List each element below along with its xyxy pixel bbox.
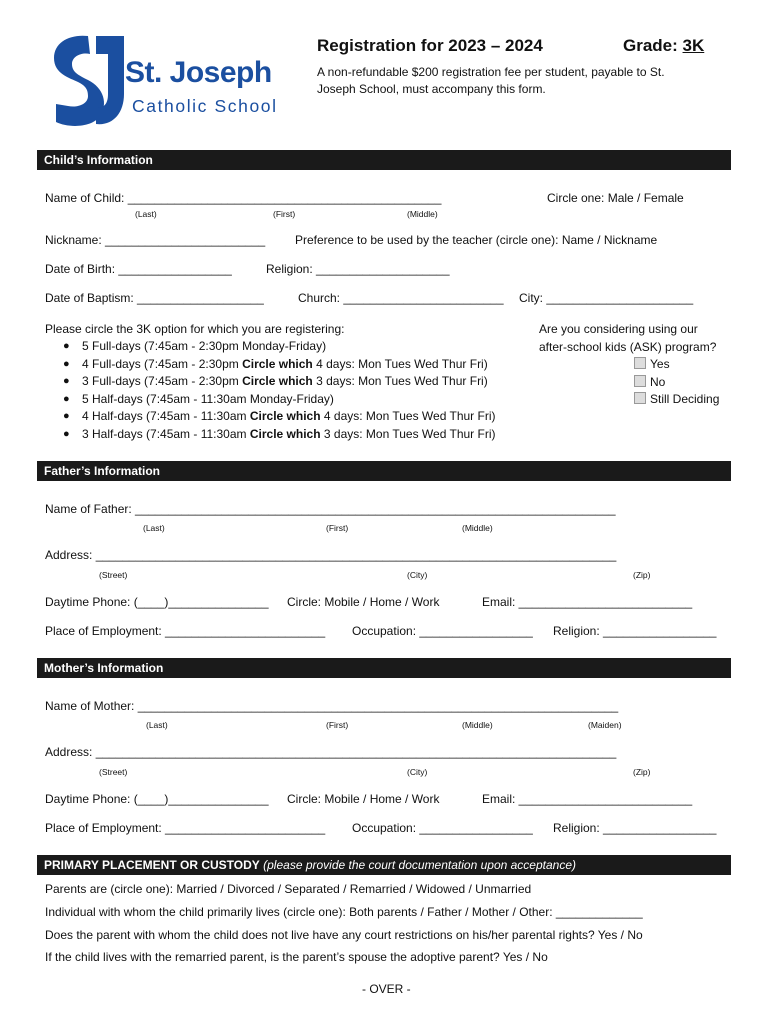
mother-section-header: Mother’s Information [37,658,731,678]
mother-occupation-field[interactable]: Occupation: _________________ [352,821,533,835]
bullet-icon: ● [63,340,70,352]
bullet-icon: ● [63,375,70,387]
program-option[interactable]: ● 3 Half-days (7:45am - 11:30am Circle which 3 days: Mon Tues Wed Thur Fri) [25,426,496,444]
bullet-icon: ● [63,410,70,422]
ask-question-line2: after-school kids (ASK) program? [539,340,717,354]
program-option[interactable]: ● 4 Half-days (7:45am - 11:30am Circle which 4 days: Mon Tues Wed Thur Fri) [25,408,496,426]
program-option[interactable]: ● 5 Half-days (7:45am - 11:30am Monday-Friday) [25,391,496,409]
ask-question-line1: Are you considering using our [539,322,698,336]
father-first-caption: (First) [326,523,349,533]
mother-zip-caption: (Zip) [633,767,651,777]
court-restrictions-question[interactable]: Does the parent with whom the child does not live have any court restrictions on his/her parental rights? Yes / No [45,928,643,942]
mother-maiden-caption: (Maiden) [588,720,622,730]
father-middle-caption: (Middle) [462,523,493,533]
child-name-middle-caption: (Middle) [407,209,438,219]
father-street-caption: (Street) [99,570,128,580]
custody-note: (please provide the court documentation upon acceptance) [259,858,576,872]
mother-phone-type[interactable]: Circle: Mobile / Home / Work [287,792,440,806]
over-footer: - OVER - [362,982,411,996]
custody-title: PRIMARY PLACEMENT OR CUSTODY [44,858,260,872]
father-last-caption: (Last) [143,523,165,533]
father-zip-caption: (Zip) [633,570,651,580]
father-name-field[interactable]: Name of Father: ________________________________________________________________________ [45,502,616,516]
father-address-field[interactable]: Address: ______________________________________________________________________________ [45,548,617,562]
mother-middle-caption: (Middle) [462,720,493,730]
custody-section-header [37,855,731,875]
mother-name-field[interactable]: Name of Mother: ________________________________________________________________________ [45,699,619,713]
father-phone-type[interactable]: Circle: Mobile / Home / Work [287,595,440,609]
school-subtitle: Catholic School [132,96,278,116]
child-name-last-caption: (Last) [135,209,157,219]
fee-note-line1: A non-refundable $200 registration fee per student, payable to St. [317,65,665,79]
primary-residence-question[interactable]: Individual with whom the child primarily lives (circle one): Both parents / Father / Mother / Other: _____________ [45,905,643,919]
fee-note-line2: Joseph School, must accompany this form. [317,82,546,96]
program-options-list [25,338,496,443]
child-baptism-field[interactable]: Date of Baptism: ___________________ [45,291,264,305]
child-city-field[interactable]: City: ______________________ [519,291,694,305]
parents-status-question[interactable]: Parents are (circle one): Married / Divorced / Separated / Remarried / Widowed / Unmarried [45,882,532,896]
mother-street-caption: (Street) [99,767,128,777]
child-dob-field[interactable]: Date of Birth: _________________ [45,262,232,276]
sj-monogram-icon [48,32,128,130]
ask-option-no[interactable]: No [634,375,665,389]
child-name-field[interactable]: Name of Child: _______________________________________________ [45,191,442,205]
mother-city-caption: (City) [407,767,428,777]
father-email-field[interactable]: Email: __________________________ [482,595,693,609]
school-name: St. Joseph [125,56,272,89]
child-church-field[interactable]: Church: ________________________ [298,291,504,305]
page-title: Registration for 2023 – 2024 [317,36,543,55]
child-gender-circle[interactable]: Circle one: Male / Female [547,191,684,205]
program-option[interactable]: ● 5 Full-days (7:45am - 2:30pm Monday-Friday) [25,338,496,356]
mother-email-field[interactable]: Email: __________________________ [482,792,693,806]
child-section-header: Child’s Information [37,150,731,170]
mother-phone-field[interactable]: Daytime Phone: (____)_______________ [45,792,269,806]
father-employment-field[interactable]: Place of Employment: ________________________ [45,624,326,638]
child-religion-field[interactable]: Religion: ____________________ [266,262,450,276]
checkbox-icon[interactable] [634,357,646,369]
grade-label: Grade: [623,36,683,55]
options-heading: Please circle the 3K option for which you are registering: [45,322,345,336]
checkbox-icon[interactable] [634,392,646,404]
bullet-icon: ● [63,392,70,405]
bullet-icon: ● [63,357,70,370]
child-name-first-caption: (First) [273,209,296,219]
father-phone-field[interactable]: Daytime Phone: (____)_______________ [45,595,269,609]
mother-religion-field[interactable]: Religion: _________________ [553,821,717,835]
school-logo [48,32,278,130]
mother-last-caption: (Last) [146,720,168,730]
checkbox-icon[interactable] [634,375,646,387]
child-name-preference[interactable]: Preference to be used by the teacher (circle one): Name / Nickname [295,233,658,247]
child-nickname-field[interactable]: Nickname: ________________________ [45,233,266,247]
bullet-icon: ● [63,427,70,440]
grade-value: 3K [682,36,705,55]
father-city-caption: (City) [407,570,428,580]
program-option[interactable]: ● 3 Full-days (7:45am - 2:30pm Circle which 3 days: Mon Tues Wed Thur Fri) [25,373,496,391]
ask-option-yes[interactable]: Yes [634,357,670,371]
mother-address-field[interactable]: Address: ______________________________________________________________________________ [45,745,617,759]
father-occupation-field[interactable]: Occupation: _________________ [352,624,533,638]
grade-heading [623,36,704,56]
mother-employment-field[interactable]: Place of Employment: ________________________ [45,821,326,835]
mother-first-caption: (First) [326,720,349,730]
program-option[interactable]: ● 4 Full-days (7:45am - 2:30pm Circle which 4 days: Mon Tues Wed Thur Fri) [25,356,496,374]
ask-option-deciding[interactable]: Still Deciding [634,392,719,406]
father-section-header: Father’s Information [37,461,731,481]
father-religion-field[interactable]: Religion: _________________ [553,624,717,638]
adoptive-parent-question[interactable]: If the child lives with the remarried parent, is the parent’s spouse the adoptive parent? Yes / No [45,950,548,964]
